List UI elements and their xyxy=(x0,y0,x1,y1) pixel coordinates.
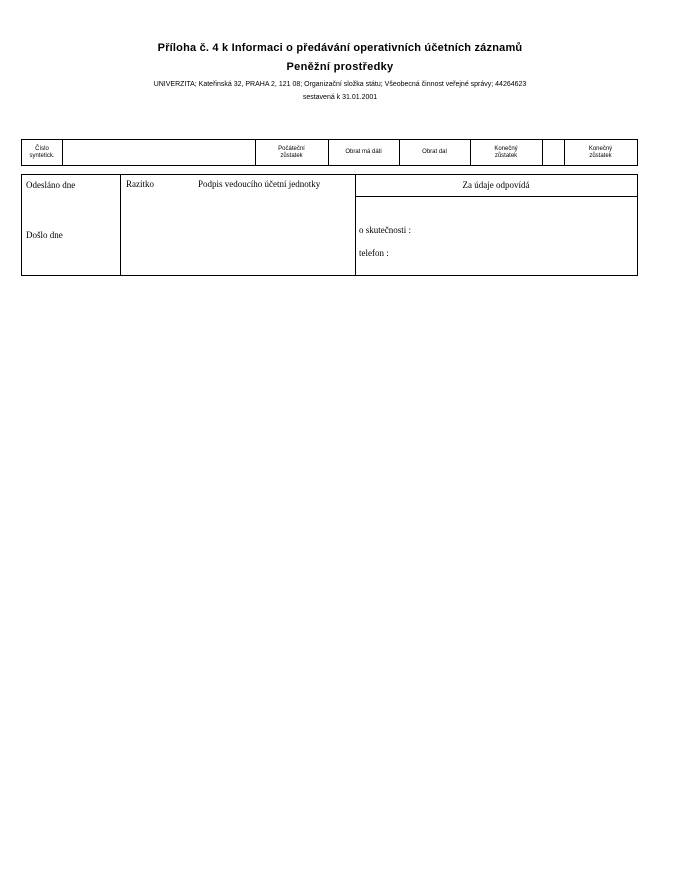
signature-block xyxy=(21,174,638,276)
fact-label: o skutečnosti : xyxy=(359,225,411,235)
col-header-cislo xyxy=(22,140,62,165)
col-header-obrat-md: Obrat má dáti xyxy=(345,149,382,155)
column-divider xyxy=(542,140,543,165)
col-header-konecny-2 xyxy=(564,140,637,165)
col-header-konecny-1-line2: zůstatek xyxy=(494,152,518,159)
signature-divider xyxy=(355,175,356,275)
col-header-pocatecni xyxy=(255,140,328,165)
stamp-label: Razítko xyxy=(126,179,154,189)
col-header-cislo-line1: Číslo xyxy=(35,145,49,152)
column-divider xyxy=(62,140,63,165)
page-subtitle: Peněžní prostředky xyxy=(286,61,394,73)
responsible-header-divider xyxy=(355,196,637,197)
page-title: Příloha č. 4 k Informaci o předávání operativních účetních záznamů xyxy=(157,42,523,54)
organization-info: UNIVERZITA; Kateřinská 32, PRAHA 2, 121 08; Organizační složka státu; Všeobecná činnost veřejné správy; 44264623 xyxy=(153,81,527,88)
head-signature-label: Podpis vedoucího účetní jednotky xyxy=(198,179,321,189)
sent-date-label: Odesláno dne xyxy=(26,180,76,190)
col-header-konecny-2-line2: zůstatek xyxy=(589,152,612,159)
report-date: sestavená k 31.01.2001 xyxy=(302,94,378,101)
phone-label: telefon : xyxy=(359,248,389,258)
col-header-konecny-1 xyxy=(470,140,542,165)
col-header-konecny-2-line1: Konečný xyxy=(588,145,613,152)
col-header-konecny-1-line1: Konečný xyxy=(494,145,518,152)
col-header-cislo-line2: syntetick. xyxy=(29,152,55,159)
col-header-pocatecni-line1: Počáteční xyxy=(278,145,305,152)
signature-divider xyxy=(120,175,121,275)
col-header-pocatecni-line2: zůstatek xyxy=(280,152,303,159)
received-date-label: Došlo dne xyxy=(26,230,63,240)
table-header-row xyxy=(21,139,638,166)
col-header-obrat-dal: Obrat dal xyxy=(422,149,447,155)
responsible-person-label: Za údaje odpovídá xyxy=(462,180,530,190)
